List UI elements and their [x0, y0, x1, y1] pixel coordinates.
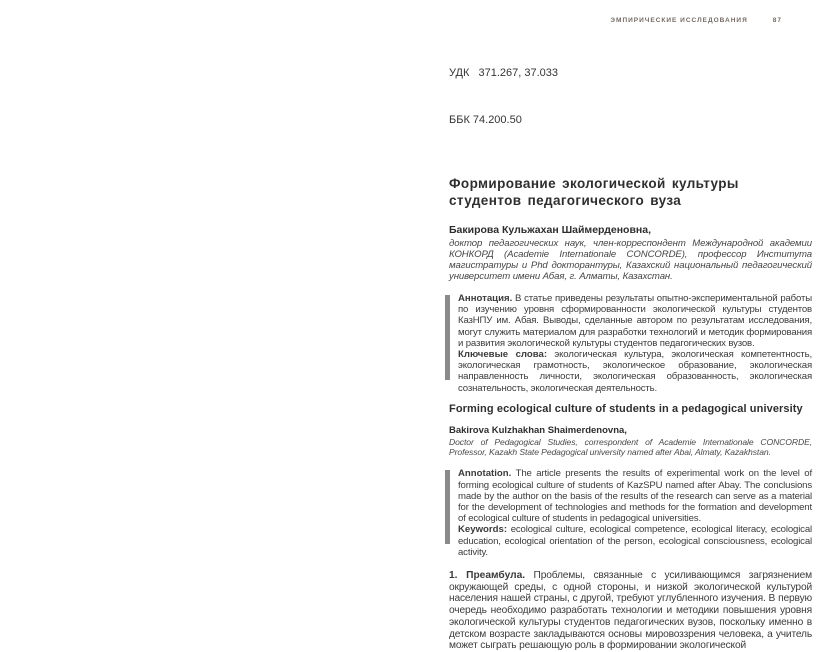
udk-code: УДК 371.267, 37.033 — [449, 67, 559, 79]
bbk-code: ББК 74.200.50 — [449, 113, 522, 126]
article-title-ru: Формирование экологической культуры студентов педагогического вуза — [449, 176, 739, 208]
keywords-en-body: ecological culture, ecological competence, ecological literacy, ecological education, ecological orientation of the person, ecological consciousness, ecological activity. — [458, 524, 812, 558]
author-name-ru: Бакирова Кульжахан Шаймерденовна, — [449, 224, 652, 236]
body-paragraph-text: Проблемы, связанные с усиливающимся загрязнением окружающей среды, с одной стороны, и низкой экологической культурой населения нашей страны, с другой, требуют углубленного изучения. В первую очередь необходимо разработать технологии и методики повышения уровня экологической культуры студентов педагогических вузов, поскольку именно в детском возрасте закладываются основы мировоззрения человека, а учитель может сыграть решающую роль в формировании экологической — [449, 570, 812, 652]
keywords-ru-label: Ключевые слова: — [458, 349, 548, 361]
abstract-en-body: The article presents the results of experimental work on the level of forming ecological culture of students of KazSPU named after Abay. The conclusions made by the author on the basis of the results of the research can serve as a material for the development of technologies and methods for the formation and development of ecological culture of students in pedagogical universities. — [458, 468, 812, 525]
body-lead-label: 1. Преамбула. — [449, 570, 526, 582]
author-name-en: Bakirova Kulzhakhan Shaimerdenovna, — [449, 424, 627, 436]
article-column — [449, 0, 812, 652]
author-affiliation-ru: доктор педагогических наук, член-корреспондент Международной академии КОНКОРД (Academie Internationale CONCORDE), профессор Института магистратуры и Phd докторантуры, Казахский национальный педагогический университет имени Абая, г. Алматы, Казахстан. — [449, 238, 812, 282]
keywords-en-label: Keywords: — [458, 524, 508, 536]
abstract-en-text — [458, 468, 812, 524]
body-paragraph — [449, 570, 812, 652]
keywords-en-text — [458, 524, 812, 558]
page-number: 87 — [772, 17, 782, 24]
abstract-ru-label: Аннотация. — [458, 293, 513, 304]
running-head-section: ЭМПИРИЧЕСКИЕ ИССЛЕДОВАНИЯ — [610, 17, 748, 24]
abstract-ru — [449, 293, 812, 394]
keywords-ru-text — [458, 349, 812, 394]
abstract-accent-bar — [445, 295, 450, 380]
abstract-ru-body: В статье приведены результаты опытно-экспериментальной работы по изучению уровня сформированности экологической культуры студентов КазНПУ им. Абая. Выводы, сделанные автором по результатам исследования, могут служить материалом для разработки технологий и методик формирования и развития экологической культуры студентов педагогических вузов. — [458, 293, 812, 349]
abstract-accent-bar — [445, 470, 450, 544]
article-title-en: Forming ecological culture of students in a pedagogical university — [449, 402, 803, 415]
abstract-ru-text — [458, 293, 812, 349]
abstract-en-label: Annotation. — [458, 468, 512, 480]
keywords-ru-body: экологическая культура, экологическая компетентность, экологическая грамотность, экологическое образование, экологическая направленность личности, экологическая образованность, экологическая сознательность, экологическая деятельность. — [458, 349, 812, 394]
author-affiliation-en: Doctor of Pedagogical Studies, correspondent of Academie Internationale CONCORDE, Professor, Kazakh State Pedagogical university named after Abai, Almaty, Kazakhstan. — [449, 436, 812, 457]
running-header — [449, 0, 812, 24]
abstract-en — [449, 468, 812, 558]
